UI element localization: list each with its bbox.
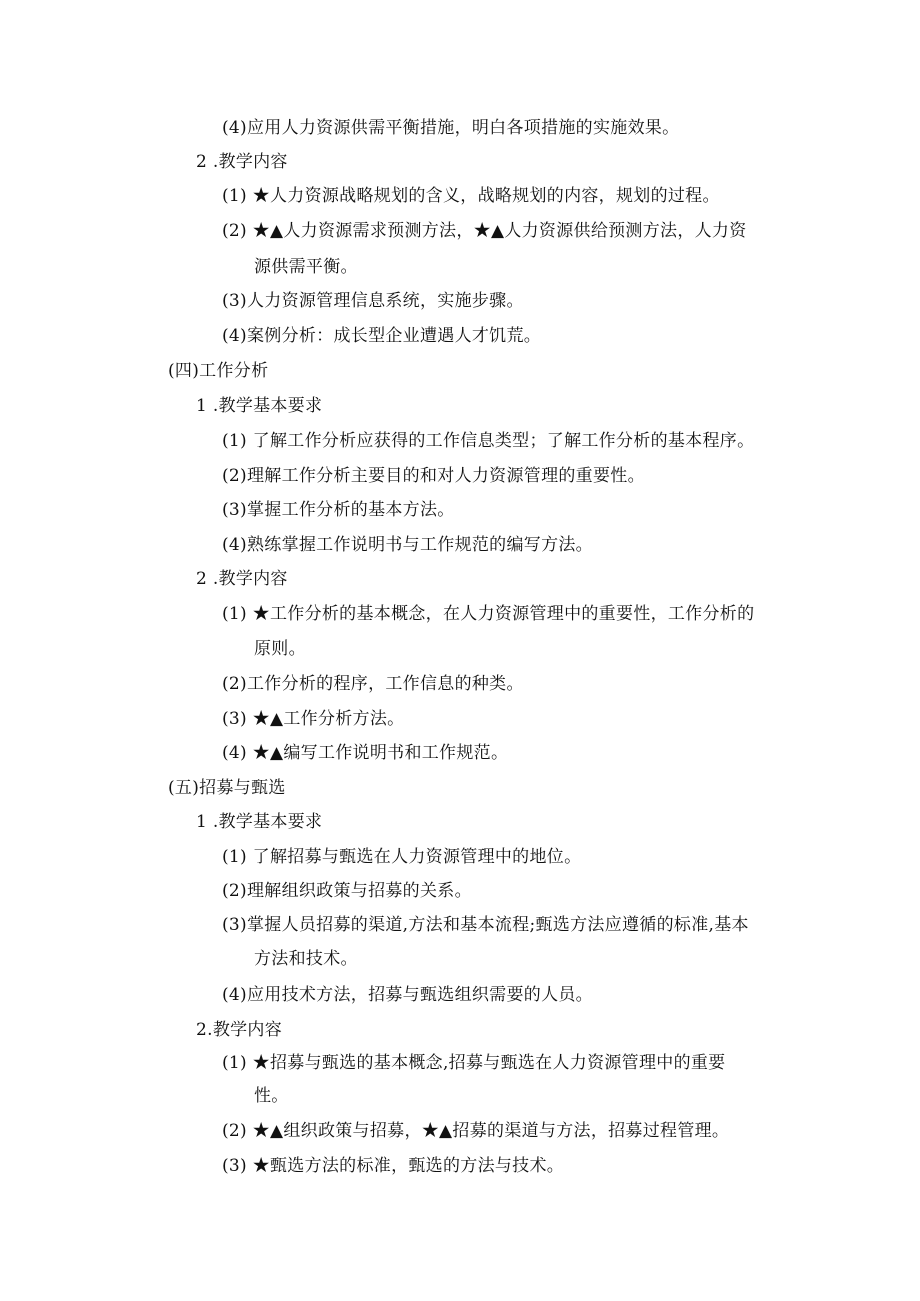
list-item: (4)应用人力资源供需平衡措施，明白各项措施的实施效果。 (222, 118, 680, 138)
list-item: (1) 了解招募与甄选在人力资源管理中的地位。 (222, 847, 582, 867)
list-item: (4)熟练掌握工作说明书与工作规范的编写方法。 (222, 535, 593, 555)
list-item: (3)掌握工作分析的基本方法。 (222, 500, 455, 520)
subsection-heading: 2 .教学内容 (196, 152, 288, 172)
section-heading: (五)招募与甄选 (168, 778, 286, 798)
list-item-continuation: 原则。 (254, 639, 306, 659)
list-item: (3) ★▲工作分析方法。 (222, 709, 405, 729)
list-item: (1) 了解工作分析应获得的工作信息类型；了解工作分析的基本程序。 (222, 431, 755, 451)
list-item: (4) ★▲编写工作说明书和工作规范。 (222, 743, 509, 763)
list-item: (1) ★工作分析的基本概念，在人力资源管理中的重要性，工作分析的 (222, 604, 755, 624)
list-item: (4)应用技术方法，招募与甄选组织需要的人员。 (222, 985, 593, 1005)
list-item: (1) ★招募与甄选的基本概念,招募与甄选在人力资源管理中的重要 (222, 1053, 726, 1073)
list-item: (1) ★人力资源战略规划的含义，战略规划的内容，规划的过程。 (222, 186, 720, 206)
subsection-heading: 2 .教学内容 (196, 569, 288, 589)
list-item: (2)理解工作分析主要目的和对人力资源管理的重要性。 (222, 466, 645, 486)
list-item: (2)理解组织政策与招募的关系。 (222, 881, 472, 901)
subsection-heading: 1 .教学基本要求 (196, 396, 323, 416)
list-item: (2) ★▲组织政策与招募，★▲招募的渠道与方法，招募过程管理。 (222, 1121, 730, 1141)
subsection-heading: 1 .教学基本要求 (196, 812, 323, 832)
list-item: (3)人力资源管理信息系统，实施步骤。 (222, 291, 524, 311)
subsection-heading: 2.教学内容 (196, 1020, 283, 1040)
list-item: (3) ★甄选方法的标准，甄选的方法与技术。 (222, 1156, 565, 1176)
list-item: (4)案例分析：成长型企业遭遇人才饥荒。 (222, 326, 542, 346)
list-item: (2)工作分析的程序，工作信息的种类。 (222, 674, 524, 694)
list-item-continuation: 方法和技术。 (254, 949, 358, 969)
list-item: (3)掌握人员招募的渠道,方法和基本流程;甄选方法应遵循的标准,基本 (222, 915, 749, 935)
section-heading: (四)工作分析 (168, 361, 269, 381)
list-item-continuation: 源供需平衡。 (254, 257, 358, 277)
list-item: (2) ★▲人力资源需求预测方法，★▲人力资源供给预测方法，人力资 (222, 221, 747, 241)
list-item-continuation: 性。 (254, 1086, 289, 1106)
